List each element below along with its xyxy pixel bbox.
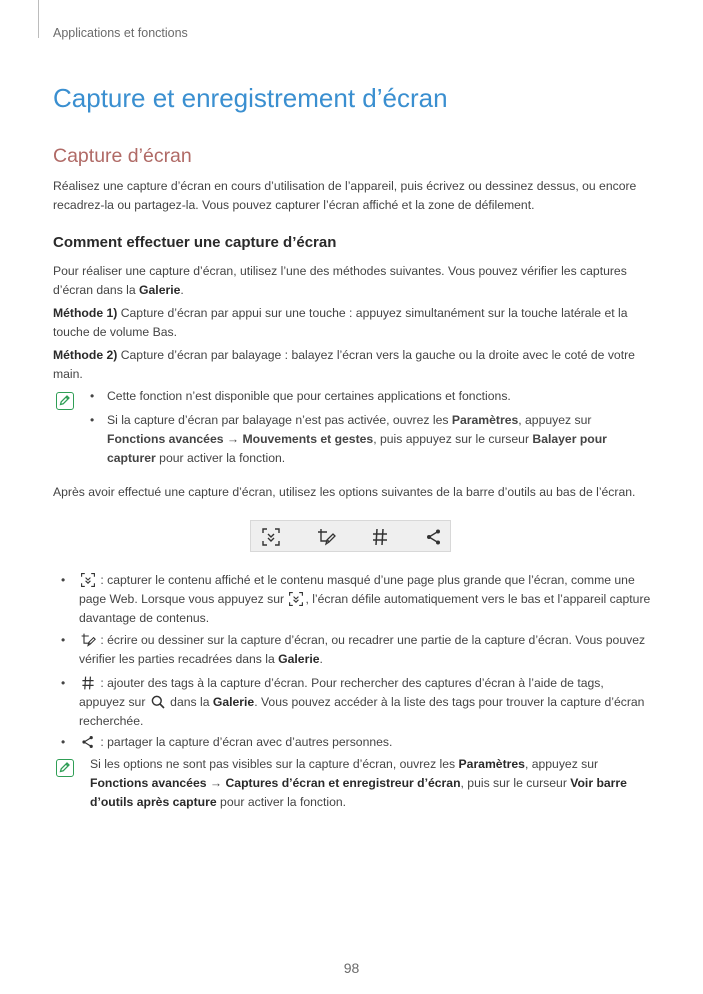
note1-bullet-2: Si la capture d’écran par balayage n’est pas activée, ouvrez les Paramètres, appuyez sur Fonctions avancées → Mouvements et gestes, puis appuyez sur le curseur Balayer pour capturer pour activer la fonction. <box>107 413 607 465</box>
note2-text: Si les options ne sont pas visibles sur la capture d’écran, ouvrez les Paramètres, appuyez sur Fonctions avancées → Captures d’écran et enregistreur d’écran, puis sur le curseur Voir barre d’outils après capture pour activer la fonction. <box>90 757 627 809</box>
how-paragraph: Pour réaliser une capture d’écran, utilisez l’une des méthodes suivantes. Vous pouvez vérifier les captures d’écran dans la Galerie. <box>53 264 627 297</box>
draw-crop-icon <box>316 527 336 547</box>
section-title: Capture d’écran <box>53 145 192 167</box>
bullet-dot: • <box>90 413 95 427</box>
option-scroll-capture: : capturer le contenu affiché et le contenu masqué d’une page plus grande que l’écran, comme une page Web. Lorsque vous appuyez sur , l’écran défile automatiquement vers le bas et l’appareil capture davantage de contenus. <box>79 573 651 625</box>
hashtag-icon <box>370 527 390 547</box>
search-icon <box>149 694 167 710</box>
scroll-capture-icon <box>261 527 281 547</box>
header-rule <box>38 0 39 38</box>
bullet-dot: • <box>61 573 66 587</box>
method-2: Méthode 2) Capture d’écran par balayage : balayez l’écran vers la gauche ou la droite avec le coté de votre main. <box>53 348 635 381</box>
bullet-dot: • <box>90 389 95 403</box>
bullet-dot: • <box>61 676 66 690</box>
hashtag-icon <box>79 675 97 691</box>
option-draw-crop: : écrire ou dessiner sur la capture d’écran, ou recadrer une partie de la capture d’écran. Vous pouvez vérifier les parties recadrées dans la Galerie. <box>79 633 646 666</box>
scroll-capture-icon <box>287 591 305 607</box>
page-number: 98 <box>343 960 360 976</box>
after-paragraph: Après avoir effectué une capture d’écran, utilisez les options suivantes de la barre d’outils au bas de l’écran. <box>53 485 636 499</box>
note-pencil-icon <box>56 392 74 410</box>
note1-bullet-1: Cette fonction n’est disponible que pour certaines applications et fonctions. <box>107 389 511 403</box>
share-icon <box>79 734 97 750</box>
draw-crop-icon <box>79 632 97 648</box>
share-icon <box>424 527 444 547</box>
note-pencil-icon <box>56 759 74 777</box>
bullet-dot: • <box>61 633 66 647</box>
intro-paragraph: Réalisez une capture d’écran en cours d’utilisation de l’appareil, puis écrivez ou dessinez dessus, ou encore recadrez-la ou partagez-la. Vous pouvez capturer l’écran affiché et la zone de défilement. <box>53 179 637 212</box>
method-1: Méthode 1) Capture d’écran par appui sur une touche : appuyez simultanément sur la touche latérale et la touche de volume Bas. <box>53 306 628 339</box>
scroll-capture-icon <box>79 572 97 588</box>
page-title: Capture et enregistrement d’écran <box>53 83 448 113</box>
subsection-title: Comment effectuer une capture d’écran <box>53 234 337 251</box>
screenshot-toolbar <box>250 520 451 552</box>
option-hashtag: : ajouter des tags à la capture d’écran. Pour rechercher des captures d’écran à l’aide de tags, appuyez sur dans la Galerie. Vous pouvez accéder à la liste des tags pour trouver la capture d’écran recherchée. <box>79 676 645 728</box>
bullet-dot: • <box>61 735 66 749</box>
running-header: Applications et fonctions <box>53 26 188 40</box>
option-share: : partager la capture d’écran avec d’autres personnes. <box>79 733 651 752</box>
